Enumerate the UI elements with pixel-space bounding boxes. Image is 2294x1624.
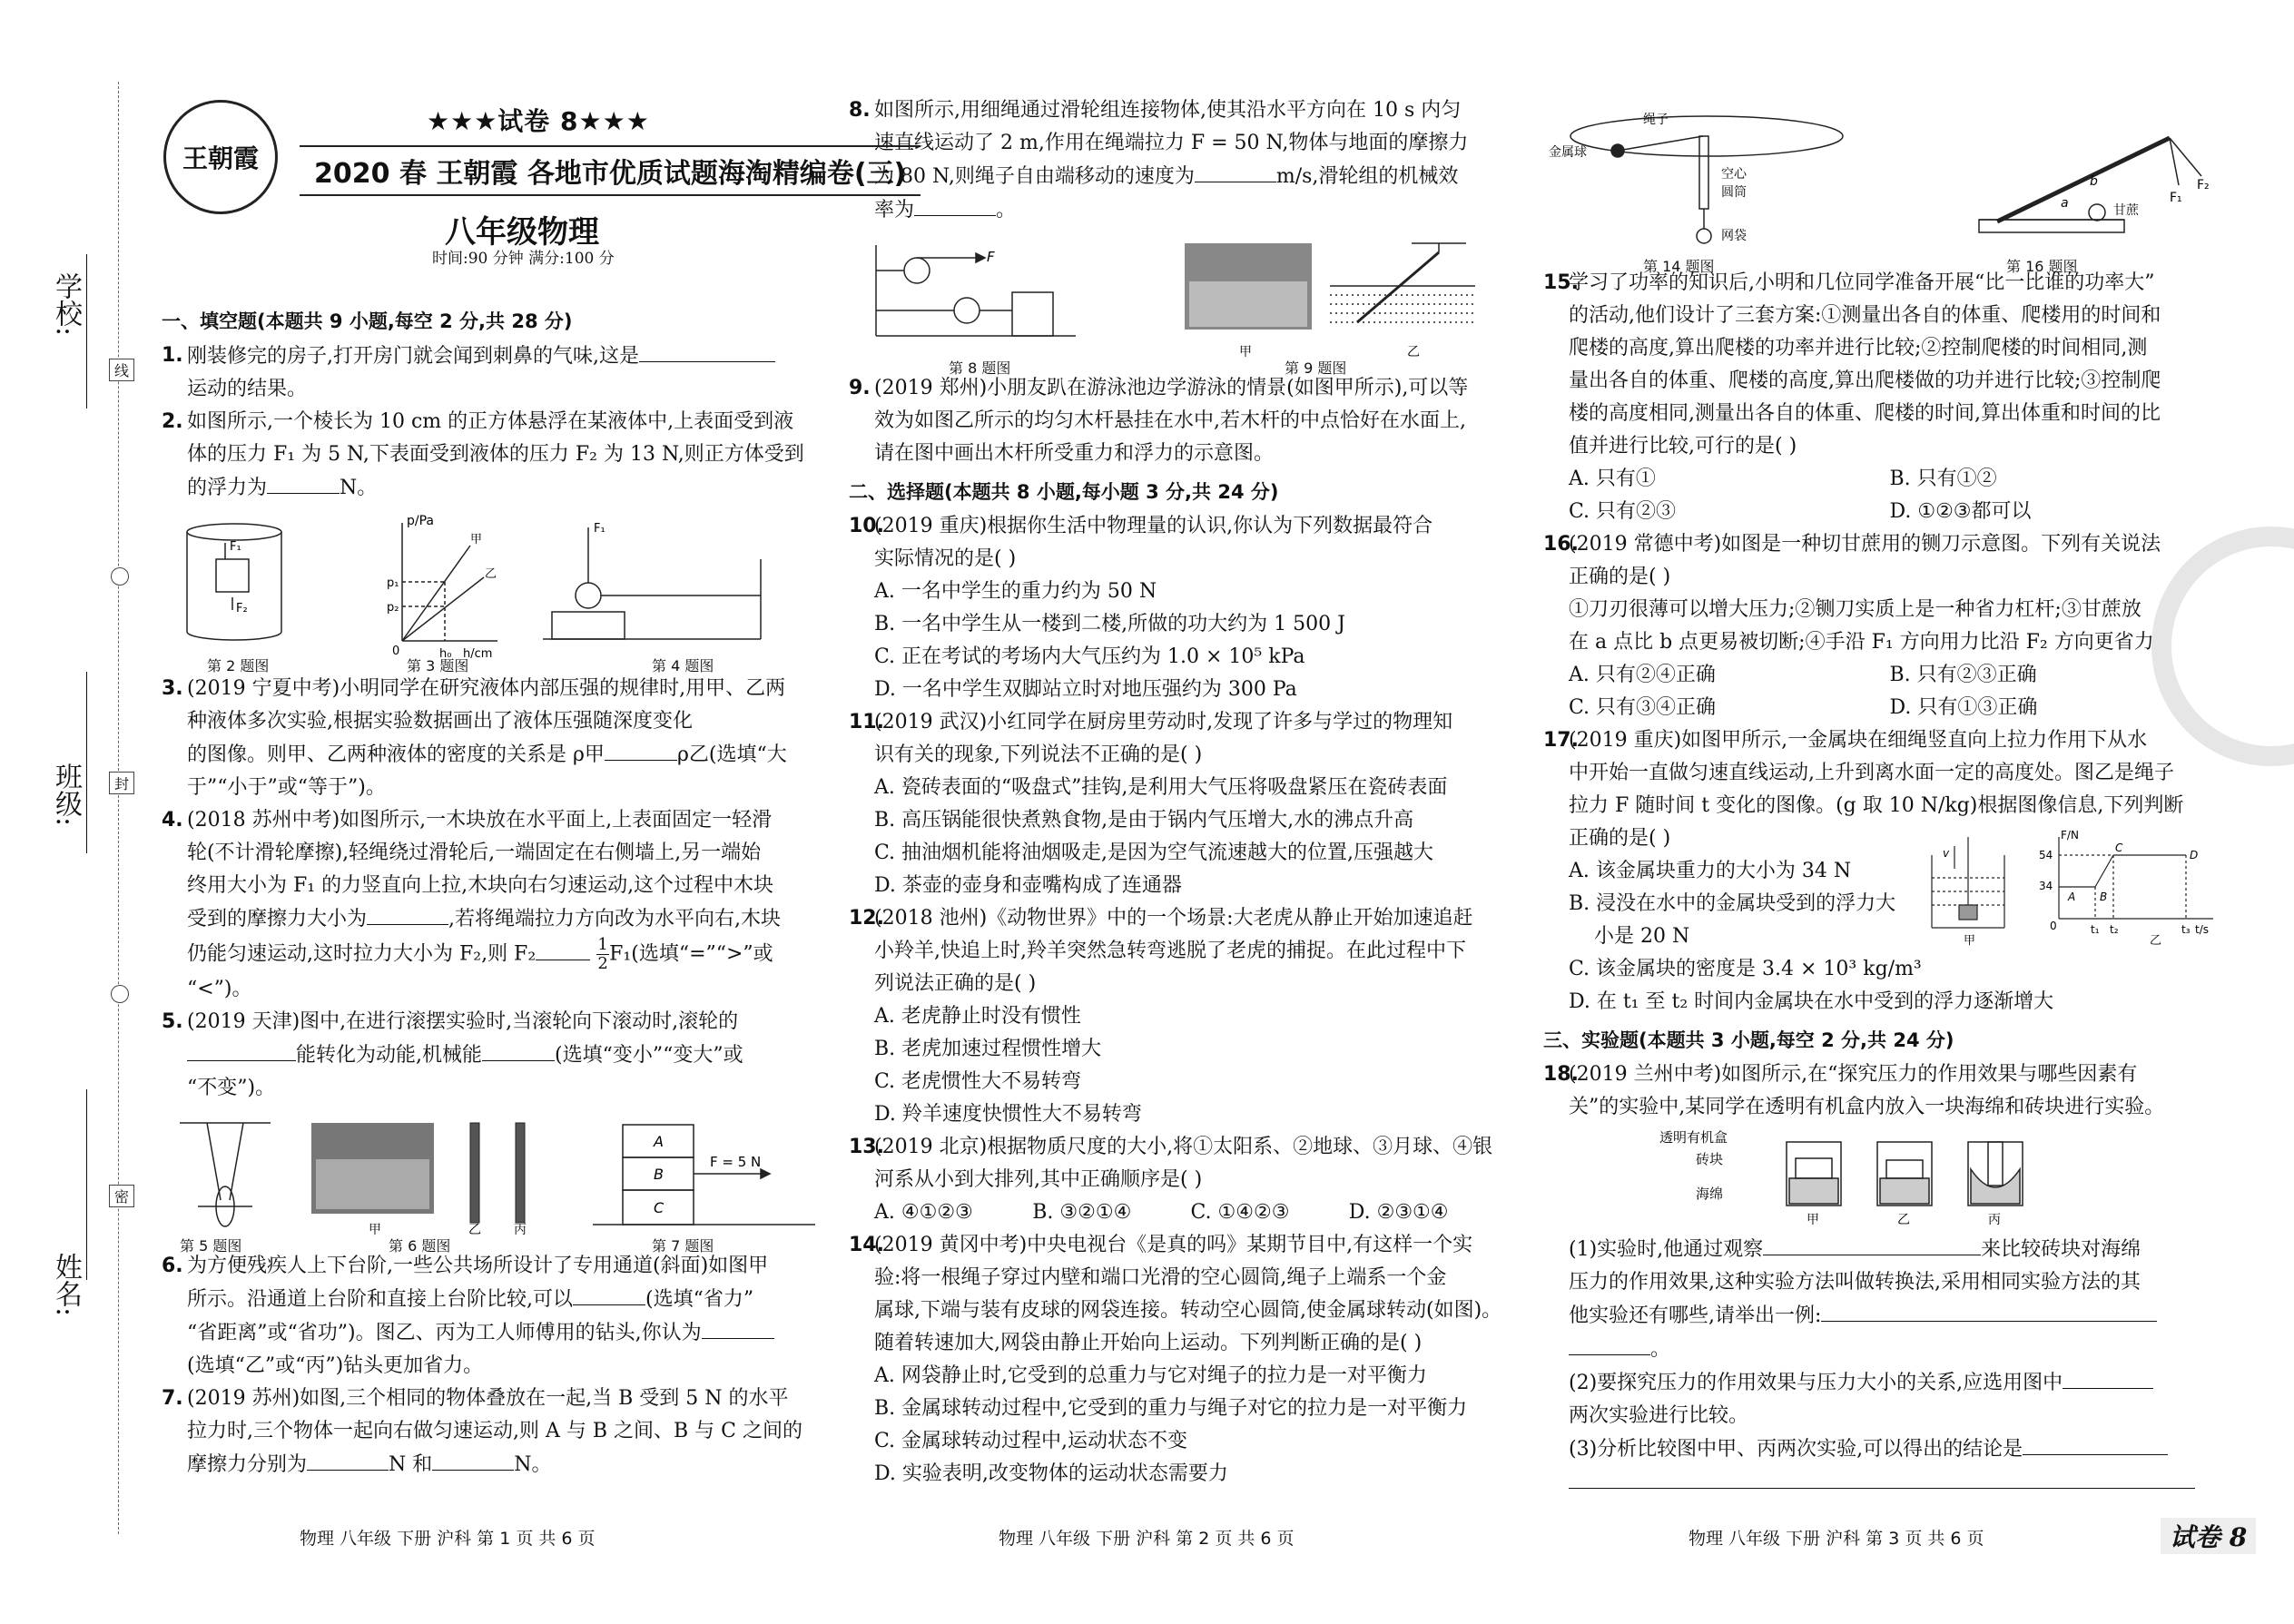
q-text: 验:将一根绳子穿过内壁和端口光滑的空心圆筒,绳子上端系一个金 [874,1266,1447,1289]
q-text: 请在图中画出木杆所受重力和浮力的示意图。 [874,442,1275,465]
q-text: (2019 郑州)小朋友趴在游泳池边学游泳的情景(如图甲所示),可以等 [874,377,1469,399]
fig17-jia: 甲 [1964,934,1976,946]
fig8-force: F [987,249,995,265]
q-text: (2019 黄冈中考)中央电视台《是真的吗》某期节目中,有这样一个实 [874,1234,1473,1256]
footer-page-3: 物理 八年级 下册 沪科 第 3 页 共 6 页 [1689,1529,1984,1549]
q-text: 学习了功率的知识后,小明和几位同学准备开展“比一比谁的功率大” [1569,271,2155,294]
figures-8-9-svg [849,227,1507,372]
option-b[interactable]: B. 一名中学生从一楼到二楼,所做的功大约为 1 500 J [874,613,1345,635]
binding-line [118,82,119,1534]
footer-paper-tag: 试卷 8 [2161,1518,2256,1554]
question-2 [162,406,815,505]
q-text: (1)实验时,他通过观察 [1569,1238,1764,1261]
q-number: 7. [162,1387,183,1410]
fig8-pulley-system [876,245,1076,336]
q-text: 来比较砖块对海绵 [1981,1238,2141,1261]
logo-seal [163,100,278,214]
fig5-yoyo [180,1123,271,1226]
option-d[interactable]: D. ②③①④ [1348,1201,1449,1224]
q-text: “省距离”或“省功”)。图乙、丙为工人师傅用的钻头,你认为 [187,1322,702,1344]
q-text: 如图所示,一个棱长为 10 cm 的正方体悬浮在某液体中,上表面受到液 [187,410,794,433]
fig18-brick-label: 砖块 [1696,1151,1724,1167]
q-number: 14. [849,1234,884,1256]
q-text: 体的压力 F₁ 为 5 N,下表面受到液体的压力 F₂ 为 13 N,则正方体受到 [187,443,804,466]
q-text: (2019 重庆)如图甲所示,一金属块在细绳竖直向上拉力作用下从水 [1569,729,2148,752]
q-text: 种液体多次实验,根据实验数据画出了液体压强随深度变化 [187,710,693,733]
q-text: (2)要探究压力的作用效果与压力大小的关系,应选用图中 [1569,1372,2063,1394]
fig14-tube-1: 空心 [1721,167,1747,182]
option-a[interactable]: A. 瓷砖表面的“吸盘式”挂钩,是利用大气压将吸盘紧压在瓷砖表面 [874,776,1448,799]
option-a[interactable]: A. 网袋静止时,它受到的总重力与它对绳子的拉力是一对平衡力 [874,1364,1427,1387]
fig2-caption: 第 2 题图 [207,657,270,674]
option-c[interactable]: C. 该金属块的密度是 3.4 × 10³ kg/m³ [1569,958,1922,980]
q-text: 运动的结果。 [187,378,308,400]
q-text: 在 a 点比 b 点更易被切断;④手沿 F₁ 方向用力比沿 F₂ 方向更省力。 [1569,631,2174,654]
fig17-t2: t₂ [2110,923,2119,936]
logo-text: 王朝霞 [182,143,259,173]
paper-tag: ★★★试卷 8★★★ [427,106,650,136]
q-text: (2019 苏州)如图,三个相同的物体叠放在一起,当 B 受到 5 N 的水平 [187,1387,789,1410]
fig17-velocity: v [1943,847,1950,860]
q-number: 12. [849,907,884,930]
q-text: 实际情况的是( ) [874,547,1017,570]
option-a[interactable]: A. 该金属块重力的大小为 34 N [1569,860,1852,882]
question-11 [849,706,1507,902]
q-text: 值并进行比较,可行的是( ) [1569,435,1797,458]
question-3 [162,673,815,804]
q-text: 轮(不计滑轮摩擦),轻绳绕过滑轮后,一端固定在右侧墙上,另一端始 [187,842,762,864]
option-a[interactable]: A. 老虎静止时没有惯性 [874,1005,1081,1028]
fraction-half [596,936,609,973]
q-text: 压力的作用效果,这种实验方法叫做转换法,采用相同实验方法的其 [1569,1271,2141,1294]
footer-page-1: 物理 八年级 下册 沪科 第 1 页 共 6 页 [300,1529,596,1549]
option-c[interactable]: C. ①④②③ [1190,1201,1290,1224]
q-text: (2019 重庆)根据你生活中物理量的认识,你认为下列数据最符合 [874,515,1433,537]
fig14-tube-ball [1570,116,1843,243]
answer-blank[interactable] [267,471,340,494]
figures-8-9 [849,227,1507,377]
option-c[interactable]: C. 只有②③ [1569,500,1677,523]
section-experiment: 三、实验题(本题共 3 小题,每空 2 分,共 24 分) [1543,1029,1954,1051]
column-2 [849,94,1507,1491]
q-text: 随着转速加大,网袋由静止开始向上运动。下列判断正确的是( ) [874,1332,1423,1354]
fig7-block-a: A [654,1133,664,1150]
fig3-caption: 第 3 题图 [407,657,469,674]
q-text: (3)分析比较图中甲、丙两次实验,可以得出的结论是 [1569,1438,2023,1461]
option-c[interactable]: C. 老虎惯性大不易转弯 [874,1070,1082,1093]
option-c[interactable]: C. 正在考试的考场内大气压约为 1.0 × 10⁵ kPa [874,645,1305,668]
fig6-bing: 丙 [514,1223,527,1237]
fig3-p1: p₁ [387,576,399,590]
answer-blank[interactable] [702,1316,774,1339]
option-a[interactable]: A. 只有① [1569,468,1656,490]
fig18-yi: 乙 [1897,1213,1910,1227]
question-7 [162,1383,815,1481]
q-number: 11. [849,711,884,733]
fig18-svg [1569,1124,2113,1233]
fig17-ylabel: F/N [2061,829,2079,842]
seal-mark-2: 封 [109,772,134,794]
fig8-caption: 第 8 题图 [949,359,1011,377]
q-text: 河系从小到大排列,其中正确顺序是( ) [874,1168,1203,1191]
binding-hole-2 [111,985,129,1003]
q-text: 所示。沿通道上台阶和直接上台阶比较,可以 [187,1288,573,1311]
fig3-yi: 乙 [485,567,497,581]
q-text: 率为 [874,199,915,221]
q-text: 小羚羊,快追上时,羚羊突然急转弯逃脱了老虎的捕捉。在此过程中下 [874,940,1466,962]
q-text: 属球,下端与装有皮球的网袋连接。转动空心圆筒,使金属球转动(如图)。 [874,1299,1502,1322]
q-text: (2019 宁夏中考)小明同学在研究液体内部压强的规律时,用甲、乙两 [187,677,786,700]
question-10 [849,510,1507,706]
q-text: (选填“省力” [645,1288,754,1311]
option-b[interactable]: B. ③②①④ [1032,1201,1132,1224]
fig5-caption: 第 5 题图 [180,1237,242,1255]
school-label: 学校: [50,272,82,337]
fig17-t3: t₃ [2181,923,2191,936]
q-text: F₁(选填“=”“>”或 [609,942,773,966]
fig3-xlabel: h/cm [463,647,493,661]
option-b-continued: 小是 20 N [1594,925,1690,948]
fig4-block-pulley [543,527,761,639]
q-text: (2018 苏州中考)如图所示,一木块放在水平面上,上表面固定一轻滑 [187,809,773,832]
fig18-sponge-label: 海绵 [1696,1186,1724,1202]
answer-blank[interactable] [1195,160,1276,182]
q-text: 仍能匀速运动,这时拉力大小为 F₂,则 F₂ [187,942,537,966]
q-text: 的图像。则甲、乙两种液体的密度的关系是 ρ甲 [187,743,605,766]
option-b[interactable]: B. 只有②③正确 [1889,664,2037,686]
figures-2-4 [162,505,815,673]
answer-blank[interactable] [482,1038,555,1061]
column-1 [162,300,815,1481]
option-d[interactable]: D. 一名中学生双脚站立时对地压强约为 300 Pa [874,678,1297,701]
q-text: ρ乙(选填“大 [676,743,787,766]
q-text: 爬楼的高度,算出爬楼的功率并进行比较;②控制爬楼的时间相同,测 [1569,337,2148,359]
q-text: N。 [340,477,378,499]
q-text: 识有关的现象,下列说法不正确的是( ) [874,743,1203,766]
q-text: 两次实验进行比较。 [1569,1404,1749,1427]
q-text: 速直线运动了 2 m,作用在绳端拉力 F = 50 N,物体与地面的摩擦力 [874,132,1469,154]
fig6-yi: 乙 [468,1223,481,1237]
q-text: 楼的高度相同,测量出各自的体重、爬楼的时间,算出体重和时间的比 [1569,402,2161,425]
q-text: (2018 池州)《动物世界》中的一个场景:大老虎从静止开始加速追赶 [874,907,1473,930]
fig3-origin: 0 [392,645,400,658]
answer-blank[interactable] [1821,1299,2157,1322]
option-a[interactable]: A. ④①②③ [874,1201,973,1224]
answer-blank[interactable] [573,1283,645,1305]
q-text: (2019 北京)根据物质尺度的大小,将①太阳系、②地球、③月球、④银 [874,1136,1493,1158]
fig17-y54: 54 [2039,849,2053,861]
answer-blank[interactable] [605,738,677,761]
fraction-denominator: 2 [597,954,608,973]
fig18-boxes [1787,1142,2023,1206]
q-text: ①刀刃很薄可以增大压力;②铡刀实质上是一种省力杠杆;③甘蔗放 [1569,598,2141,621]
q-text: m/s,滑轮组的机械效 [1275,165,1459,188]
q-text: 中开始一直做匀速直线运动,上升到离水面一定的高度处。图乙是绳子 [1569,762,2174,784]
fig18 [1569,1124,2210,1233]
fig7-block-b: B [654,1166,664,1183]
fig17-pt-c: C [2115,842,2123,854]
fraction-numerator: 1 [597,935,608,954]
q-text: (2019 常德中考)如图是一种切甘蔗用的铡刀示意图。下列有关说法 [1569,533,2161,556]
fig17-t1: t₁ [2091,923,2100,936]
option-b[interactable]: B. 老虎加速过程惯性增大 [874,1038,1102,1060]
q-number: 18. [1543,1063,1579,1086]
q-number: 13. [849,1136,884,1158]
q-text: (2019 兰州中考)如图所示,在“探究压力的作用效果与哪些因素有 [1569,1063,2138,1086]
q-text: (选填“乙”或“丙”)钻头更加省力。 [187,1354,484,1377]
option-b[interactable]: B. 金属球转动过程中,它受到的重力与绳子对它的拉力是一对平衡力 [874,1397,1468,1420]
q-text: “不变”)。 [187,1077,276,1099]
option-d[interactable]: D. 只有①③正确 [1889,696,2038,719]
fig17-pt-b: B [2100,891,2108,903]
q-text: N 和 [389,1453,433,1476]
option-c[interactable]: C. 只有③④正确 [1569,696,1717,719]
question-6 [162,1250,815,1383]
q-text: 摩擦力分别为 [187,1453,308,1476]
fig16-point-b: b [2090,174,2098,189]
q-text: (2019 武汉)小红同学在厨房里劳动时,发现了许多与学过的物理知 [874,711,1453,733]
fig17-pt-a: A [2068,891,2076,903]
option-d[interactable]: D. ①②③都可以 [1889,500,2032,523]
q-text: 拉力时,三个物体一起向右做匀速运动,则 A 与 B 之间、B 与 C 之间的 [187,1420,802,1442]
question-4 [162,804,815,1006]
fig9-caption: 第 9 题图 [1285,359,1347,377]
answer-blank[interactable] [307,1448,389,1471]
fig14-rope: 绳子 [1643,113,1669,127]
q-text: 关”的实验中,某同学在透明有机盒内放入一块海绵和砖块进行实验。 [1569,1096,2165,1118]
q-text: N。 [514,1453,552,1476]
class-label: 班级: [50,763,82,827]
answer-blank[interactable] [536,938,590,960]
fig9-yi: 乙 [1407,345,1420,359]
name-label: 姓名: [50,1253,82,1317]
q-text: (选填“变小”“变大”或 [555,1044,743,1067]
question-8 [849,94,1507,227]
figures-14-16 [1543,94,2210,275]
section-choice: 二、选择题(本题共 8 小题,每小题 3 分,共 24 分) [849,481,1279,503]
name-blank [86,1089,87,1280]
option-c[interactable]: C. 金属球转动过程中,运动状态不变 [874,1430,1188,1452]
figures-5-7 [162,1105,815,1255]
question-15 [1543,267,2210,528]
option-b[interactable]: B. 浸没在水中的金属块受到的浮力大 [1569,892,1896,915]
answer-blank[interactable] [2063,1366,2153,1389]
fig7-caption: 第 7 题图 [652,1237,714,1255]
answer-blank[interactable] [914,193,996,216]
fig18-jia: 甲 [1807,1213,1819,1227]
fig3-jia: 甲 [470,533,483,546]
figures-2-4-svg [162,505,815,673]
q-text: 受到的摩擦力大小为 [187,908,368,930]
q-number: 16. [1543,533,1579,556]
binding-hole-1 [111,567,129,586]
fig18-bing: 丙 [1988,1213,2001,1227]
fig17-svg [1923,828,2222,946]
q-text: 如图所示,用细绳通过滑轮组连接物体,使其沿水平方向在 10 s 内匀 [874,99,1462,122]
fig18-box-label: 透明有机盒 [1659,1129,1728,1146]
fig17-tunit: t/s [2195,923,2209,936]
fig7-force: F = 5 N [710,1154,762,1170]
section-fill-in: 一、填空题(本题共 9 小题,每空 2 分,共 28 分) [162,310,573,332]
fig16-f1: F₁ [2170,191,2182,205]
fig16-point-a: a [2061,196,2069,211]
fig17-pt-d: D [2190,849,2199,861]
fig4-f1: F₁ [594,522,605,536]
option-d[interactable]: D. 在 t₁ 至 t₂ 时间内金属块在水中受到的浮力逐渐增大 [1569,990,2054,1013]
question-1 [162,340,815,406]
seal-mark-3: 密 [109,1185,134,1207]
fig4-caption: 第 4 题图 [652,657,714,674]
q-number: 15. [1543,271,1579,294]
seal-mark-1: 线 [109,359,134,381]
fig2-f2-label: F₂ [236,602,248,615]
answer-blank[interactable] [1763,1233,1981,1255]
question-12 [849,902,1507,1131]
q-text: 的浮力为 [187,477,268,499]
column-3 [1543,94,2210,1500]
answer-blank[interactable] [1569,1466,2195,1489]
option-b[interactable]: B. 高压锅能很快煮熟食物,是由于锅内气压增大,水的沸点升高 [874,809,1414,832]
q-text: 他实验还有哪些,请举出一例: [1569,1304,1822,1327]
q-text: 的活动,他们设计了三套方案:①测量出各自的体重、爬楼用的时间和 [1569,304,2161,327]
figures-5-7-svg [162,1105,815,1250]
q-text: 刚装修完的房子,打开房门就会闻到刺鼻的气味,这是 [187,345,639,368]
q-number: 5. [162,1010,183,1033]
fig16-cane: 甘蔗 [2113,203,2139,218]
footer-page-2: 物理 八年级 下册 沪科 第 2 页 共 6 页 [999,1529,1295,1549]
fig7-stacked-blocks [593,1125,815,1225]
fig6-jia: 甲 [369,1223,381,1237]
fig17-yi: 乙 [2150,934,2162,946]
q-text: 量出各自的体重、爬楼的高度,算出爬楼做的功并进行比较;③控制爬 [1569,369,2161,392]
q-text: 列说法正确的是( ) [874,972,1037,995]
q-text: 正确的是( ) [1569,827,1671,850]
time-info: 时间:90 分钟 满分:100 分 [432,250,615,268]
fig14-tube-2: 圆筒 [1721,185,1747,200]
question-14 [849,1229,1507,1491]
fig9-rod-in-water [1330,243,1475,322]
q-number: 1. [162,344,183,367]
q-number: 17. [1543,729,1579,752]
fig16-caption: 第 16 题图 [2006,258,2078,275]
fig3-p2: p₂ [387,601,399,615]
options-row [874,1196,1507,1229]
fig3-h0: h₀ [439,647,452,661]
question-9 [849,372,1507,470]
option-a[interactable]: A. 只有②④正确 [1569,664,1716,686]
fig14-caption: 第 14 题图 [1643,258,1715,275]
option-a[interactable]: A. 一名中学生的重力约为 50 N [874,580,1157,603]
fig2-f1-label: F₁ [230,540,241,554]
q-text: 正确的是( ) [1569,566,1671,588]
class-blank [86,672,87,853]
fig6-drill-bits [470,1123,525,1223]
answer-blank[interactable] [367,902,448,925]
fig14-ball: 金属球 [1549,145,1587,160]
answer-blank[interactable] [1569,1333,1650,1355]
option-d[interactable]: D. 羚羊速度快惯性大不易转弯 [874,1103,1142,1126]
fig9-jia: 甲 [1239,345,1252,359]
fig16-f2: F₂ [2197,178,2210,192]
q-text: 能转化为动能,机械能 [296,1044,482,1067]
fig17-y34: 34 [2039,880,2053,892]
option-c[interactable]: C. 抽油烟机能将油烟吸走,是因为空气流速越大的位置,压强越大 [874,842,1434,864]
answer-blank[interactable] [187,1038,296,1061]
q-number: 10. [849,515,884,537]
fig3-axes [402,523,497,641]
fig3-line-jia [402,546,470,641]
q-text: 为方便残疾人上下台阶,一些公共场所设计了专用通道(斜面)如图甲 [187,1255,769,1277]
fig14-bag: 网袋 [1721,229,1747,243]
q-number: 8. [849,99,871,122]
fig3-ylabel: p/Pa [407,514,434,528]
option-b[interactable]: B. 只有①② [1889,468,1997,490]
subject-title: 八年级物理 [445,214,599,251]
answer-blank[interactable] [2023,1432,2168,1455]
school-blank [86,254,87,408]
question-5 [162,1006,815,1105]
q-number: 6. [162,1255,183,1277]
question-17 [1543,724,2210,1019]
q-text: ,若将绳端拉力方向改为水平向右,木块 [448,908,782,930]
options-grid [1569,659,2210,724]
q-text: 终用大小为 F₁ 的力竖直向上拉,木块向右匀速运动,这个过程中木块 [187,874,774,897]
fig6-caption: 第 6 题图 [389,1237,451,1255]
q-text: 。 [996,199,1017,221]
option-d[interactable]: D. 实验表明,改变物体的运动状态需要力 [874,1462,1228,1485]
q-text: 为 80 N,则绳子自由端移动的速度为 [874,165,1195,188]
fig6-photo-ramp [311,1123,434,1214]
q-text: 效为如图乙所示的均匀木杆悬挂在水中,若木杆的中点恰好在水面上, [874,409,1466,432]
question-13 [849,1131,1507,1229]
option-d[interactable]: D. 茶壶的壶身和壶嘴构成了连通器 [874,874,1182,897]
q-text: 拉力 F 随时间 t 变化的图像。(g 取 10 N/kg)根据图像信息,下列判断 [1569,794,2184,817]
figures-14-16-svg [1543,94,2210,267]
question-18: 18. (2019 兰州中考)如图所示,在“探究压力的作用效果与哪些因素有 关”的实验中,某同学在透明有机盒内放入一块海绵和砖块进行实验。 透明有机盒 砖块 海绵 甲 乙 丙 (1)实验时,他通过观察 来比较砖块对海绵 压力的作用效果,这种实验方法叫做转换法,采用相同实验方法的其 他实验还有哪些,请举出一例: 。 (2)要探究压力的作用效果与压力大小的关系,应选用图中 两次实验进行比较。 (3)分析比较图中甲、丙两次实验,可以得出的结论是 [1543,1058,2210,1500]
fig7-block-c: C [654,1199,665,1216]
fig3-line-yi [402,577,484,641]
q-number: 4. [162,809,183,832]
q-number: 2. [162,410,183,433]
q-text: “<”)。 [187,978,252,1000]
q-text: (2019 天津)图中,在进行滚摆实验时,当滚轮向下滚动时,滚轮的 [187,1010,739,1033]
options-grid [1569,463,2210,528]
question-16 [1543,528,2210,724]
fig17-origin: 0 [2050,920,2057,932]
answer-blank[interactable] [432,1448,514,1471]
q-text: 于”“小于”或“等于”)。 [187,776,386,799]
series-title: 2020 春 王朝霞 各地市优质试题海淘精编卷(三) [300,145,921,196]
q-number: 3. [162,677,183,700]
q-number: 9. [849,377,871,399]
fig9-photo-jia [1185,243,1312,330]
answer-blank[interactable] [639,340,775,362]
